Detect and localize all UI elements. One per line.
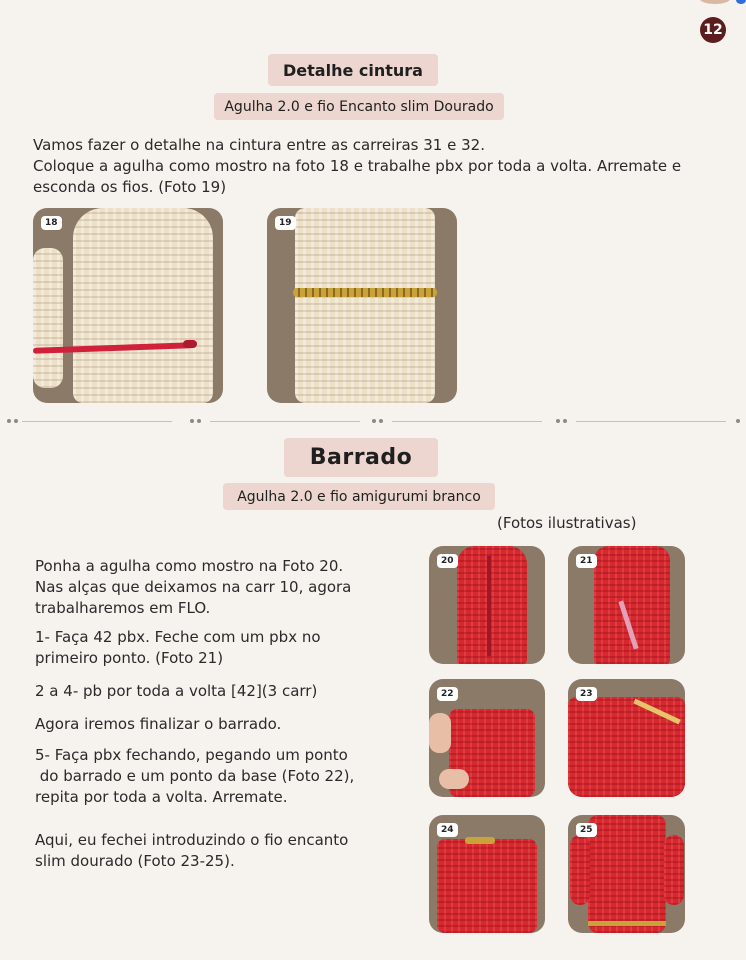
step-line: Ponha a agulha como mostro na Foto 20.: [35, 557, 344, 575]
step-line: repita por toda a volta. Arremate.: [35, 788, 288, 806]
step-line: 5- Faça pbx fechando, pegando um ponto: [35, 746, 348, 764]
photo-label: 19: [275, 216, 296, 230]
section-title-barrado: Barrado: [284, 438, 438, 477]
photo-25: [568, 815, 685, 933]
step-line: Nas alças que deixamos na carr 10, agora: [35, 578, 352, 596]
step-line: 1- Faça 42 pbx. Feche com um pbx no: [35, 628, 321, 646]
section-title-detalhe-cintura: Detalhe cintura: [268, 54, 438, 86]
step-line: do barrado e um ponto da base (Foto 22),: [35, 767, 355, 785]
step-line: primeiro ponto. (Foto 21): [35, 649, 224, 667]
photo-label: 21: [576, 554, 597, 568]
section-divider: [0, 415, 746, 425]
section-subtitle-materials: Agulha 2.0 e fio amigurumi branco: [223, 483, 495, 510]
section2-instructions: [35, 556, 395, 872]
step-line: slim dourado (Foto 23-25).: [35, 852, 235, 870]
paragraph-line: esconda os fios. (Foto 19): [33, 178, 227, 196]
photo-19: [267, 208, 457, 403]
photo-label: 18: [41, 216, 62, 230]
photo-label: 20: [437, 554, 458, 568]
page-number-badge: 12: [700, 17, 726, 43]
photo-18: [33, 208, 223, 403]
step-block: [35, 745, 395, 808]
step-block: [35, 681, 395, 702]
step-line: Aqui, eu fechei introduzindo o fio encanto: [35, 831, 349, 849]
step-line: trabalharemos em FLO.: [35, 599, 211, 617]
step-block: [35, 714, 395, 735]
photo-24: [429, 815, 545, 933]
photo-20: [429, 546, 545, 664]
photo-label: 24: [437, 823, 458, 837]
paragraph-line: Coloque a agulha como mostro na foto 18 e trabalhe pbx por toda a volta. Arremate e: [33, 157, 682, 175]
step-line: 2 a 4- pb por toda a volta [42](3 carr): [35, 682, 318, 700]
photo-21: [568, 546, 685, 664]
photo-22: [429, 679, 545, 797]
step-block: [35, 830, 395, 872]
photo-label: 25: [576, 823, 597, 837]
photo-label: 23: [576, 687, 597, 701]
photo-23: [568, 679, 685, 797]
step-line: Agora iremos finalizar o barrado.: [35, 715, 282, 733]
section-subtitle-materials: Agulha 2.0 e fio Encanto slim Dourado: [214, 93, 504, 120]
paragraph-line: Vamos fazer o detalhe na cintura entre as carreiras 31 e 32.: [33, 136, 485, 154]
photo-label: 22: [437, 687, 458, 701]
step-block: [35, 556, 395, 619]
step-block: [35, 627, 395, 669]
photos-note: (Fotos ilustrativas): [497, 514, 637, 532]
corner-decoration: [686, 0, 746, 6]
section1-paragraph: [33, 135, 723, 198]
